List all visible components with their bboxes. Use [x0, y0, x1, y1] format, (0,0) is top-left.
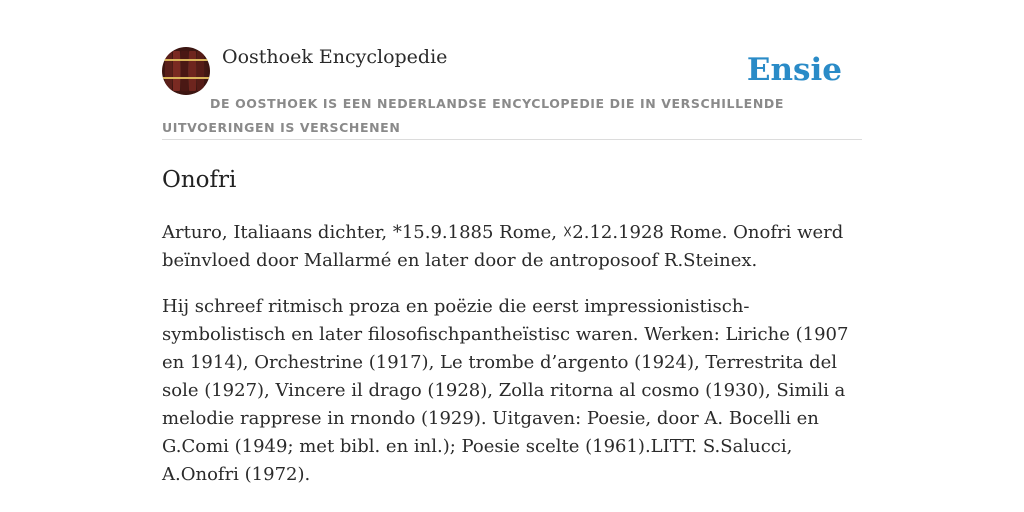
- site-name-link[interactable]: Oosthoek Encyclopedie: [222, 46, 448, 68]
- book-spine: [181, 51, 188, 91]
- article-paragraph: Hij schreef ritmisch proza en poëzie die eerst impressionistisch-symbolistisch en later filosofischpantheïstisc waren. Werken: Liriche (1907 en 1914), Orchestrine (1917), Le trombe d’argento (1924), Terrestrita del sole (1927), Vincere il drago (1928), Zolla ritorna al cosmo (1930), Simili a melodie rapprese in rnondo (1929). Uitgaven: Poesie, door A. Bocelli en G.Comi (1949; met bibl. en inl.); Poesie scelte (1961).LITT. S.Salucci, A.Onofri (1972).: [162, 296, 849, 485]
- book-spine: [173, 51, 180, 91]
- page-container: [162, 44, 862, 489]
- site-tagline: DE OOSTHOEK IS EEN NEDERLANDSE ENCYCLOPEDIE DIE IN VERSCHILLENDE UITVOERINGEN IS VERSCHENEN: [162, 96, 784, 135]
- spine-gilt-band: [162, 77, 210, 79]
- ensie-brand-link[interactable]: Ensie: [746, 52, 842, 88]
- book-spine: [189, 51, 196, 91]
- book-spine: [197, 51, 204, 91]
- article-paragraph: Arturo, Italiaans dichter, *15.9.1885 Rome, ☓2.12.1928 Rome. Onofri werd beïnvloed door Mallarmé en later door de antroposoof R.Steinex.: [162, 222, 844, 271]
- encyclopedia-books-logo-icon[interactable]: [162, 47, 210, 95]
- article-title: Onofri: [162, 167, 237, 193]
- site-header: [162, 44, 862, 140]
- spine-gilt-band: [162, 59, 210, 61]
- book-spine: [165, 51, 172, 91]
